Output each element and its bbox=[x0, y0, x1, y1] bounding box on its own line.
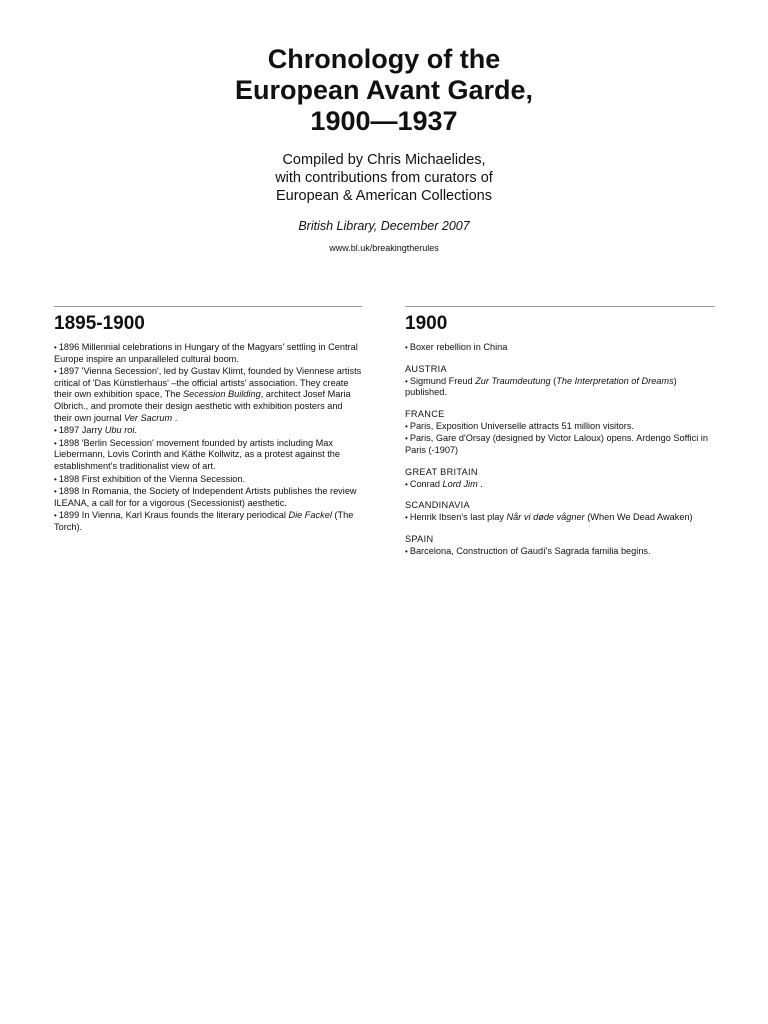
chronology-entry bbox=[54, 342, 362, 365]
chronology-entry bbox=[405, 546, 715, 558]
entry-text: 1897 Jarry bbox=[58, 425, 105, 436]
entry-text: , architect Josef Maria Olbrich., and promote their design aesthetic with exhibition posters and their own journal bbox=[54, 389, 351, 423]
chronology-entry bbox=[405, 512, 715, 524]
bullet-icon: • bbox=[405, 513, 408, 523]
entry-text: ( bbox=[550, 375, 557, 386]
title-line: European Avant Garde, bbox=[234, 75, 534, 105]
compiled-line: with contributions from curators of bbox=[275, 170, 493, 186]
library-date: British Library, December 2007 bbox=[298, 219, 470, 233]
entry-text: . bbox=[477, 478, 483, 489]
entry-list bbox=[405, 342, 715, 557]
chronology-entry bbox=[405, 433, 715, 456]
column-1895-1900 bbox=[54, 306, 362, 535]
compiled-line: European & American Collections bbox=[275, 188, 492, 204]
chronology-entry bbox=[405, 479, 715, 491]
entry-text: Paris, Exposition Universelle attracts 51 million visitors. bbox=[409, 420, 634, 431]
compiled-line: Compiled by Chris Michaelides, bbox=[282, 152, 486, 168]
bullet-icon: • bbox=[54, 426, 57, 436]
bullet-icon: • bbox=[54, 474, 57, 484]
entry-italic-text: Ubu roi bbox=[104, 425, 135, 436]
document-title bbox=[0, 44, 768, 137]
entry-text: . bbox=[172, 412, 178, 423]
column-heading: 1900 bbox=[405, 313, 448, 334]
chronology-entry bbox=[54, 486, 362, 509]
entry-text: (When We Dead Awaken) bbox=[584, 512, 693, 523]
bullet-icon: • bbox=[54, 487, 57, 497]
bullet-icon: • bbox=[54, 343, 57, 352]
document-header bbox=[0, 44, 768, 253]
column-1900 bbox=[405, 306, 715, 558]
bullet-icon: • bbox=[54, 367, 57, 377]
entry-text: ) published. bbox=[405, 375, 677, 398]
entry-italic-text: The Interpretation of Dreams bbox=[556, 375, 674, 386]
title-line: Chronology of the bbox=[267, 44, 501, 74]
entry-text: Sigmund Freud bbox=[409, 375, 476, 386]
bullet-icon: • bbox=[405, 343, 408, 352]
chronology-entry bbox=[54, 510, 362, 533]
chronology-entry bbox=[54, 474, 362, 486]
entry-text: Barcelona, Construction of Gaudí's Sagrada familia begins. bbox=[409, 545, 651, 556]
entry-text: 1899 In Vienna, Karl Kraus founds the literary periodical bbox=[58, 510, 289, 521]
bullet-icon: • bbox=[405, 376, 408, 386]
country-heading: SPAIN bbox=[405, 533, 434, 544]
bullet-icon: • bbox=[405, 479, 408, 489]
bullet-icon: • bbox=[405, 421, 408, 431]
entry-text: . bbox=[134, 425, 137, 436]
website-url: www.bl.uk/breakingtherules bbox=[329, 243, 439, 253]
compiled-by bbox=[0, 151, 768, 205]
country-heading: FRANCE bbox=[405, 408, 445, 419]
country-heading: AUSTRIA bbox=[405, 363, 447, 374]
bullet-icon: • bbox=[54, 511, 57, 521]
entry-text: 1898 First exhibition of the Vienna Secession. bbox=[58, 473, 246, 484]
entry-italic-text: Ver Sacrum bbox=[123, 412, 173, 423]
entry-text: 1898 'Berlin Secession' movement founded by artists including Max Liebermann, Lovis Corinth and Käthe Kollwitz, as a protest against the establishment's traditionalist view of art. bbox=[54, 437, 340, 471]
entry-text: 1897 'Vienna Secession', led by Gustav Klimt, founded by Viennese artists critical of 'Das Künstlerhaus' –the official artists' association. They create their own exhibition space, The bbox=[54, 366, 362, 400]
entry-italic-text: Når vi døde vågner bbox=[506, 512, 585, 523]
entry-italic-text: Lord Jim bbox=[442, 478, 478, 489]
entry-text: Henrik Ibsen's last play bbox=[409, 512, 507, 523]
bullet-icon: • bbox=[405, 546, 408, 556]
entry-text: 1898 In Romania, the Society of Independent Artists publishes the review ILEANA, a call for for a vigorous (Secessionist) aesthetic. bbox=[54, 486, 357, 508]
chronology-entry bbox=[54, 438, 362, 473]
entry-text: Paris, Gare d'Orsay (designed by Victor Laloux) opens. Ardengo Soffici in Paris (-1907) bbox=[405, 433, 708, 455]
chronology-entry bbox=[405, 342, 715, 354]
entry-italic-text: Zur Traumdeutung bbox=[475, 375, 551, 386]
chronology-entry bbox=[405, 376, 715, 399]
title-line: 1900—1937 bbox=[310, 106, 458, 136]
country-heading: SCANDINAVIA bbox=[405, 500, 470, 511]
entry-text: (The Torch). bbox=[54, 510, 354, 532]
country-heading: GREAT BRITAIN bbox=[405, 466, 478, 477]
entry-text: Boxer rebellion in China bbox=[409, 342, 508, 352]
entry-text: 1896 Millennial celebrations in Hungary of the Magyars' settling in Central Europe inspire an unparalleled cultural boom. bbox=[54, 342, 358, 364]
entry-list bbox=[54, 342, 362, 534]
chronology-entry bbox=[405, 421, 715, 433]
column-heading: 1895-1900 bbox=[54, 313, 145, 334]
entry-italic-text: Secession Building bbox=[183, 389, 261, 400]
entry-italic-text: Die Fackel bbox=[288, 510, 332, 521]
chronology-entry bbox=[54, 366, 362, 424]
entry-text: Conrad bbox=[409, 478, 443, 489]
chronology-entry bbox=[54, 425, 362, 437]
bullet-icon: • bbox=[54, 438, 57, 448]
bullet-icon: • bbox=[405, 434, 408, 444]
